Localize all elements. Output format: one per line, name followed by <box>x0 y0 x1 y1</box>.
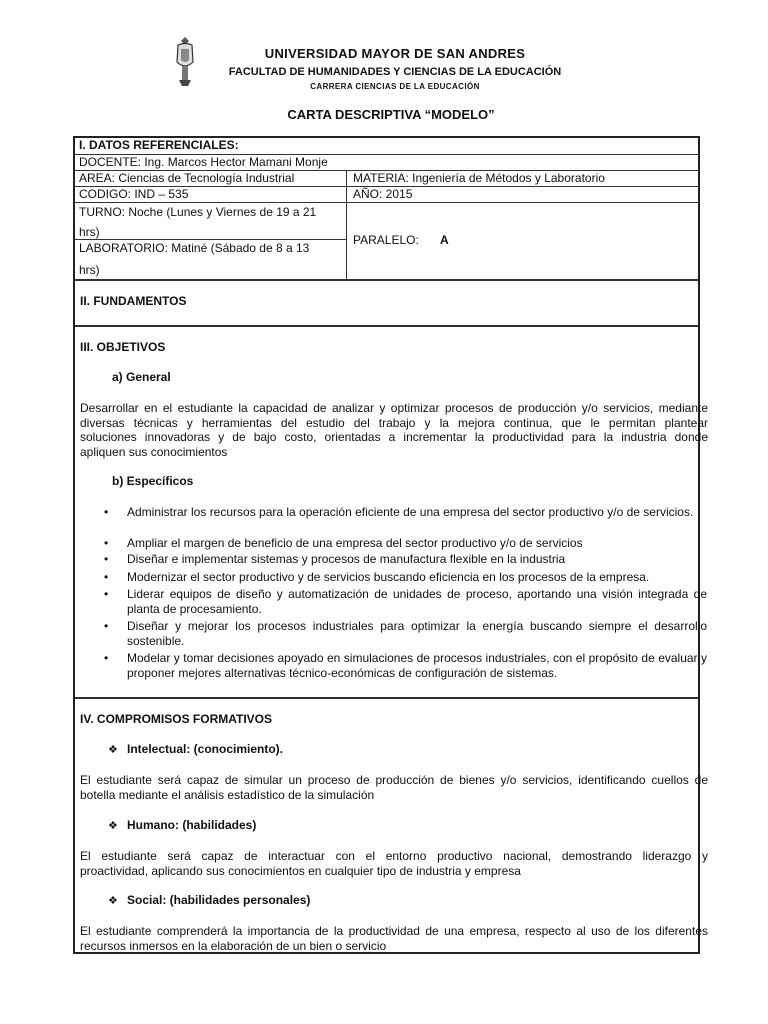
laboratorio-cell: LABORATORIO: Matiné (Sábado de 8 a 13 <box>79 241 310 255</box>
paragraph-line: El estudiante comprenderá la importancia de la productividad de una empresa, respecto al uso de los diferentes <box>80 924 708 938</box>
datos-heading: I. DATOS REFERENCIALES: <box>79 138 239 152</box>
list-item <box>104 619 707 648</box>
humano-label: Humano: (habilidades) <box>127 818 257 832</box>
codigo-cell: CODIGO: IND – 535 <box>79 187 189 201</box>
bullet-icon: • <box>104 536 109 550</box>
turno-cell-cont: hrs) <box>79 225 100 239</box>
list-item-text: Modernizar el sector productivo y de servicios buscando eficiencia en los procesos de la empresa. <box>127 570 650 584</box>
paragraph-line: soluciones innovadoras y de bajo costo, orientadas a incrementar la productividad para la industria donde <box>80 430 708 444</box>
bullet-icon: • <box>104 570 109 584</box>
list-item <box>104 570 707 585</box>
especificos-label: b) Específicos <box>112 474 194 488</box>
social-label: Social: (habilidades personales) <box>127 893 311 907</box>
paragraph-line: recursos inmersos en la elaboración de un bien o servicio <box>80 938 387 953</box>
compromisos-heading: IV. COMPROMISOS FORMATIVOS <box>80 712 273 726</box>
list-item-text: Diseñar y mejorar los procesos industriales para optimizar la energía buscando siempre el desarrollo sostenible. <box>127 619 707 648</box>
area-cell: AREA: Ciencias de Tecnología Industrial <box>79 171 295 185</box>
turno-cell: TURNO: Noche (Lunes y Viernes de 19 a 21 <box>79 205 317 219</box>
table-rule <box>75 239 346 240</box>
list-item <box>104 505 707 520</box>
list-item-text: Modelar y tomar decisiones apoyado en simulaciones de procesos industriales, con el propósito de evaluar y proponer mejores alternativas técnico-económicas de configuración de sistemas. <box>127 651 707 680</box>
paragraph-line: diversas técnicas y herramientas del estudio del trabajo y la mejora continua, que le permitan plantear <box>80 415 708 430</box>
materia-cell: MATERIA: Ingeniería de Métodos y Laboratorio <box>353 171 605 185</box>
bullet-icon: • <box>104 651 109 665</box>
table-column-divider <box>346 170 347 279</box>
table-rule <box>75 202 698 203</box>
bullet-icon: • <box>104 619 109 633</box>
objetivos-heading: III. OBJETIVOS <box>80 340 166 354</box>
anio-cell: AÑO: 2015 <box>353 187 413 201</box>
list-item <box>104 552 707 567</box>
diamond-bullet-icon: ❖ <box>108 895 118 907</box>
paralelo-value: A <box>440 233 449 247</box>
list-item <box>104 536 707 551</box>
section-rule <box>75 279 698 281</box>
list-item-text: Administrar los recursos para la operación eficiente de una empresa del sector productivo y/o de servicios. <box>127 505 694 519</box>
paragraph-line: proactividad, aplicando sus conocimientos en cualquier tipo de industria y empresa <box>80 863 521 878</box>
diamond-bullet-icon: ❖ <box>108 820 118 832</box>
paralelo-label: PARALELO: <box>353 233 419 247</box>
university-name: UNIVERSIDAD MAYOR DE SAN ANDRES <box>264 46 526 61</box>
bullet-icon: • <box>104 505 109 519</box>
diamond-bullet-icon: ❖ <box>108 744 118 756</box>
fundamentos-heading: II. FUNDAMENTOS <box>80 294 187 308</box>
document-title: CARTA DESCRIPTIVA “MODELO” <box>287 107 495 122</box>
list-item-text: Ampliar el margen de beneficio de una empresa del sector productivo y/o de servicios <box>127 536 583 550</box>
general-label: a) General <box>112 370 171 384</box>
section-rule <box>75 697 698 699</box>
university-crest-icon <box>172 36 198 88</box>
paragraph-line: botella mediante el análisis estadístico de la simulación <box>80 787 375 802</box>
laboratorio-cell-cont: hrs) <box>79 263 100 277</box>
list-item <box>104 587 707 616</box>
docente-cell: DOCENTE: Ing. Marcos Hector Mamani Monje <box>79 155 328 169</box>
section-rule <box>75 325 698 327</box>
career-name: CARRERA CIENCIAS DE LA EDUCACIÓN <box>310 82 480 91</box>
paragraph-line: El estudiante será capaz de simular un proceso de producción de bienes y/o servicios, identificando cuellos de <box>80 773 708 787</box>
list-item-text: Diseñar e implementar sistemas y procesos de manufactura flexible en la industria <box>127 552 566 566</box>
list-item <box>104 651 707 680</box>
list-item-text: Liderar equipos de diseño y automatización de unidades de proceso, aportando una visión integrada de planta de procesamiento. <box>127 587 707 616</box>
faculty-name: FACULTAD DE HUMANIDADES Y CIENCIAS DE LA EDUCACIÓN <box>228 66 562 78</box>
bullet-icon: • <box>104 587 109 601</box>
paragraph-line: Desarrollar en el estudiante la capacidad de analizar y optimizar procesos de producción y/o servicios, mediante <box>80 401 708 415</box>
intelectual-label: Intelectual: (conocimiento). <box>127 742 284 756</box>
paragraph-line: apliquen sus conocimientos <box>80 444 228 459</box>
paragraph-line: El estudiante será capaz de interactuar con el entorno productivo nacional, demostrando liderazgo y <box>80 849 708 863</box>
bullet-icon: • <box>104 552 109 566</box>
